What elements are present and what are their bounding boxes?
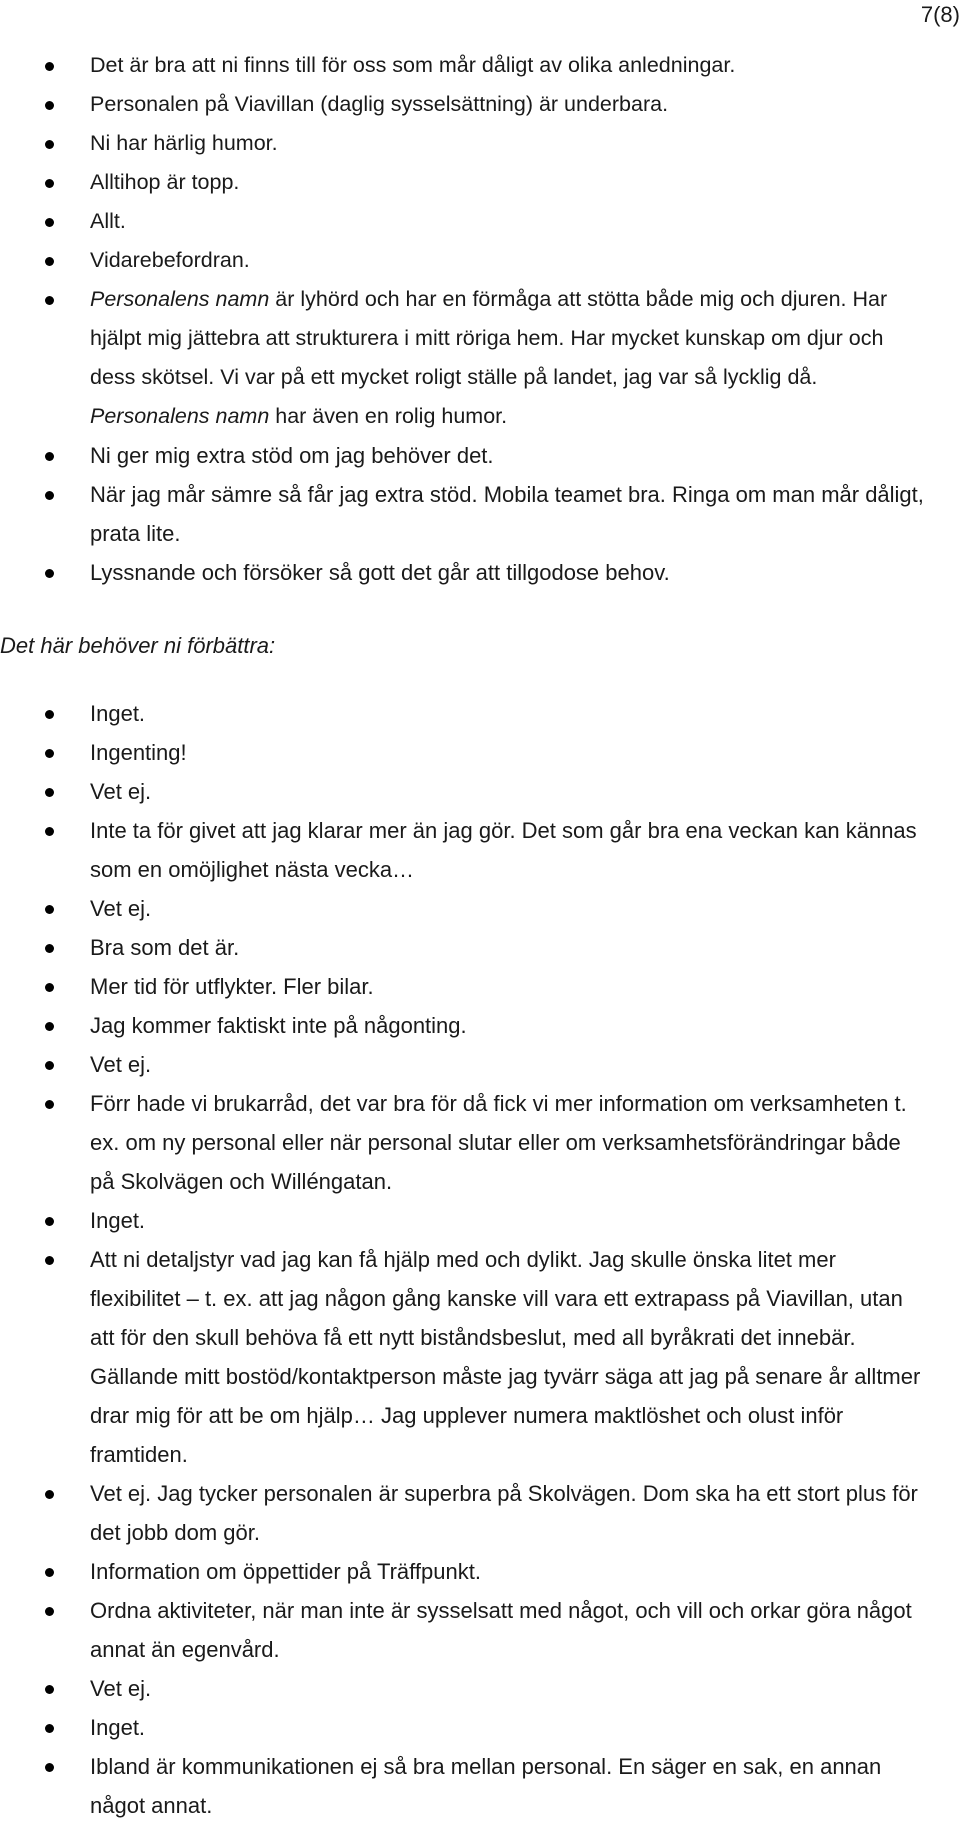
list-item	[0, 1240, 940, 1474]
list-item	[0, 928, 940, 967]
bullet-icon	[45, 1763, 54, 1772]
bullet-icon	[45, 491, 54, 500]
list-item-text: Ordna aktiviteter, när man inte är sysselsatt med något, och vill och orkar göra något annat än egenvård.	[90, 1598, 912, 1662]
list-item-text: Vet ej.	[90, 896, 152, 921]
list-item	[0, 436, 940, 475]
list-item	[0, 163, 940, 202]
list-item	[0, 967, 940, 1006]
list-item	[0, 46, 940, 85]
bullet-icon	[45, 257, 54, 266]
list-item	[0, 1591, 940, 1669]
list-item-text: Inget.	[90, 1208, 146, 1233]
list-item	[0, 811, 940, 889]
list-item	[0, 772, 940, 811]
bullet-icon	[45, 1256, 54, 1265]
list-item-text: Vet ej.	[90, 1052, 152, 1077]
list-item	[0, 1474, 940, 1552]
list-item-text: Inget.	[90, 701, 146, 726]
list-item	[0, 1708, 940, 1747]
list-item-text: Personalen på Viavillan (daglig sysselsättning) är underbara.	[90, 92, 669, 116]
bullet-icon	[45, 983, 54, 992]
bullet-icon	[45, 827, 54, 836]
list-item-text: Mer tid för utflykter. Fler bilar.	[90, 974, 374, 999]
list-item-italic-text: Personalens namn	[90, 404, 270, 428]
list-item-text: Ibland är kommunikationen ej så bra mellan personal. En säger en sak, en annan något annat.	[90, 1754, 882, 1818]
list-item-text: Vet ej.	[90, 779, 152, 804]
list-item	[0, 889, 940, 928]
list-item	[0, 1045, 940, 1084]
improvement-list	[0, 694, 940, 1825]
bullet-icon	[45, 905, 54, 914]
bullet-icon	[45, 62, 54, 71]
list-item-text: Inte ta för givet att jag klarar mer än jag gör. Det som går bra ena veckan kan kännas som en omöjlighet nästa vecka…	[90, 818, 917, 882]
list-item-text: Vet ej. Jag tycker personalen är superbra på Skolvägen. Dom ska ha ett stort plus för det jobb dom gör.	[90, 1481, 918, 1545]
list-item	[0, 733, 940, 772]
bullet-icon	[45, 788, 54, 797]
list-item-text: Ni har härlig humor.	[90, 131, 278, 155]
bullet-icon	[45, 296, 54, 305]
list-item-text: Förr hade vi brukarråd, det var bra för då fick vi mer information om verksamheten t. ex. om ny personal eller när personal slutar eller om verksamhetsförändringar både på Skolvägen och Willéngatan.	[90, 1091, 907, 1194]
list-item	[0, 694, 940, 733]
bullet-icon	[45, 749, 54, 758]
list-item	[0, 475, 940, 553]
list-item-text: Alltihop är topp.	[90, 170, 240, 194]
list-item-text: Information om öppettider på Träffpunkt.	[90, 1559, 481, 1584]
bullet-icon	[45, 1061, 54, 1070]
list-item	[0, 1552, 940, 1591]
list-item	[0, 1006, 940, 1045]
list-item-text: Vet ej.	[90, 1676, 152, 1701]
bullet-icon	[45, 1685, 54, 1694]
bullet-icon	[45, 1568, 54, 1577]
bullet-icon	[45, 1490, 54, 1499]
bullet-icon	[45, 452, 54, 461]
positive-feedback-list	[0, 46, 940, 592]
page-number: 7(8)	[920, 2, 960, 27]
bullet-icon	[45, 1607, 54, 1616]
list-item-italic-text: Personalens namn	[90, 287, 270, 311]
bullet-icon	[45, 1022, 54, 1031]
bullet-icon	[45, 218, 54, 227]
list-item-text: är lyhörd och har en förmåga att stötta både mig och djuren. Har hjälpt mig jättebra att strukturera i mitt röriga hem. Har mycket kunskap om djur och dess skötsel. Vi var på ett mycket roligt ställe på landet, jag var så lycklig då.	[90, 287, 888, 389]
list-item	[0, 85, 940, 124]
bullet-icon	[45, 1217, 54, 1226]
list-item-text: Att ni detaljstyr vad jag kan få hjälp med och dylikt. Jag skulle önska litet mer flexibilitet – t. ex. att jag någon gång kanske vill vara ett extrapass på Viavillan, utan att för den skull behöva få ett nytt biståndsbeslut, med all byråkrati det innebär. Gällande mitt bostöd/kontaktperson måste jag tyvärr säga att jag på senare år alltmer drar mig för att be om hjälp… Jag upplever numera maktlöshet och olust inför framtiden.	[90, 1247, 921, 1467]
list-item	[0, 241, 940, 280]
list-item	[0, 202, 940, 241]
list-item	[0, 553, 940, 592]
bullet-icon	[45, 101, 54, 110]
list-item	[0, 1747, 940, 1825]
list-item-text: Allt.	[90, 209, 126, 233]
bullet-icon	[45, 1100, 54, 1109]
list-item	[0, 1669, 940, 1708]
bullet-icon	[45, 944, 54, 953]
list-item	[0, 1084, 940, 1201]
list-item-text: Vidarebefordran.	[90, 248, 250, 272]
list-item	[0, 1201, 940, 1240]
list-item-text: Lyssnande och försöker så gott det går att tillgodose behov.	[90, 560, 670, 585]
bullet-icon	[45, 569, 54, 578]
bullet-icon	[45, 1724, 54, 1733]
list-item-text: Inget.	[90, 1715, 146, 1740]
list-item-text: Bra som det är.	[90, 935, 240, 960]
section-heading: Det här behöver ni förbättra:	[0, 633, 276, 658]
list-item-text: Ni ger mig extra stöd om jag behöver det.	[90, 443, 494, 468]
list-item	[0, 124, 940, 163]
list-item	[0, 280, 940, 436]
list-item-text: har även en rolig humor.	[269, 404, 508, 428]
bullet-icon	[45, 710, 54, 719]
list-item-text: Jag kommer faktiskt inte på någonting.	[90, 1013, 467, 1038]
bullet-icon	[45, 140, 54, 149]
list-item-text: Det är bra att ni finns till för oss som mår dåligt av olika anledningar.	[90, 53, 736, 77]
list-item-text: Ingenting!	[90, 740, 187, 765]
bullet-icon	[45, 179, 54, 188]
list-item-text: När jag mår sämre så får jag extra stöd. Mobila teamet bra. Ringa om man mår dåligt, prata lite.	[90, 482, 924, 546]
